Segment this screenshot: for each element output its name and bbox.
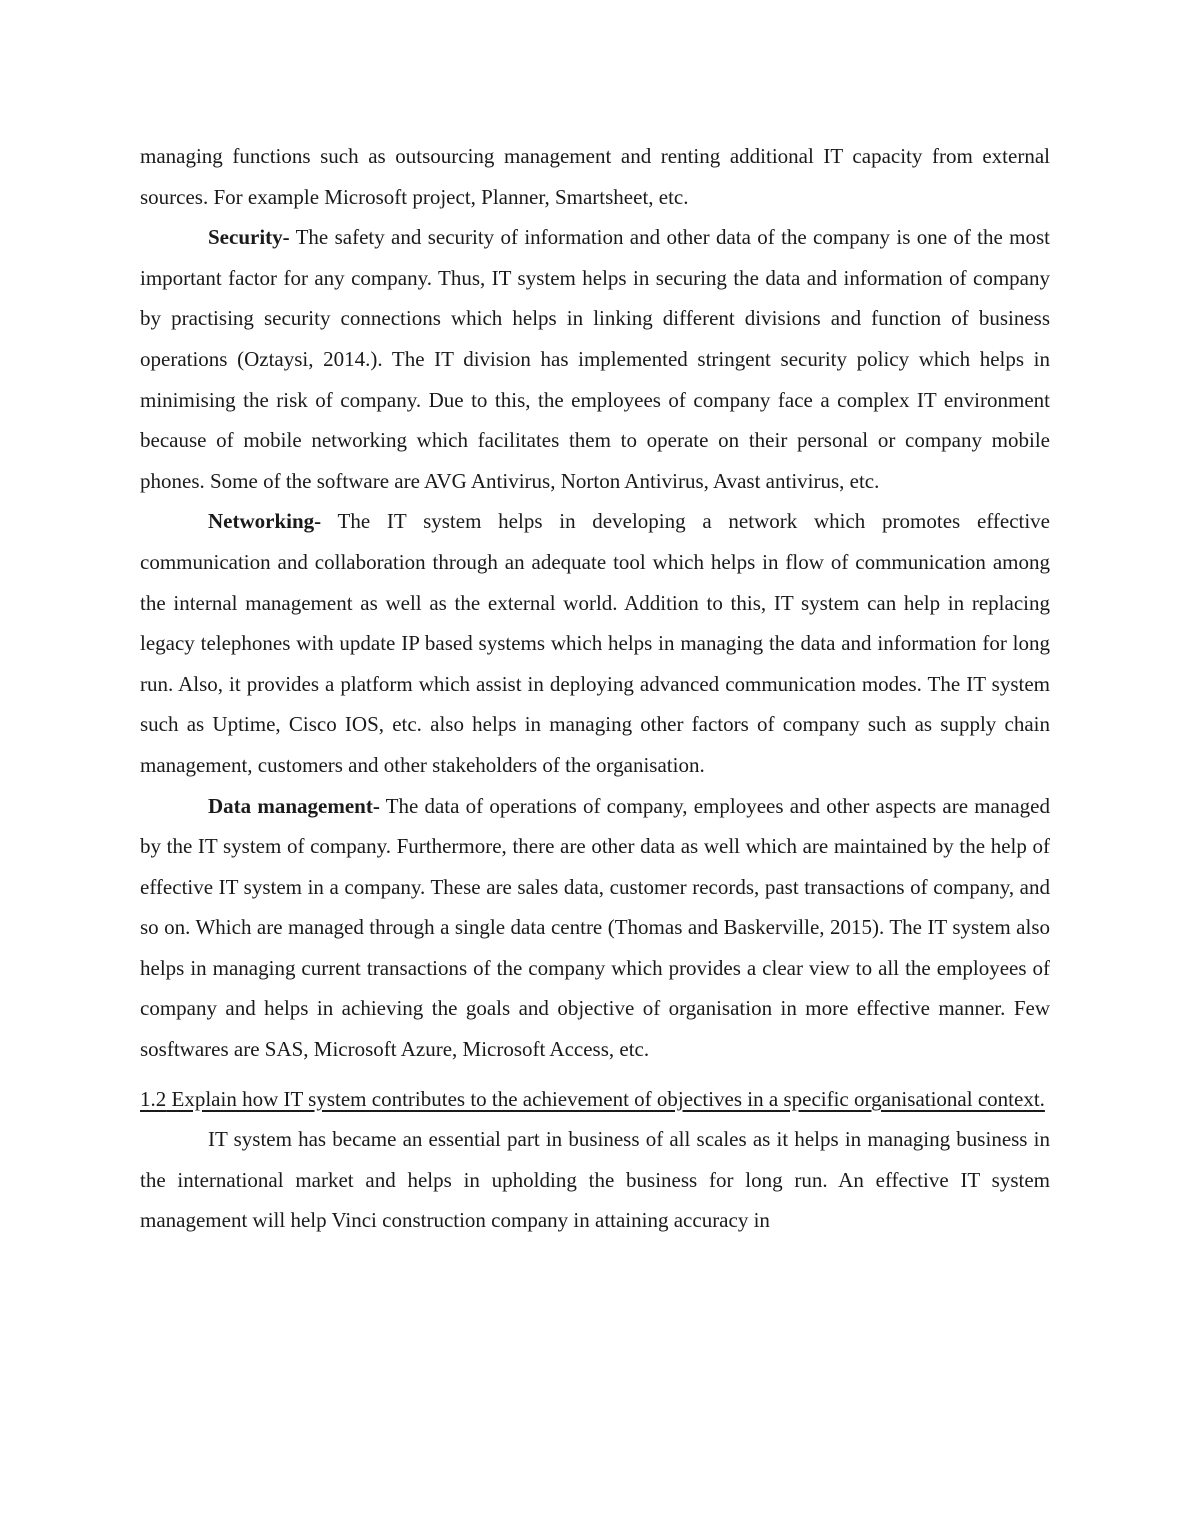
paragraph-lead-security: Security- [208,225,290,250]
paragraph-lead-networking: Networking- [208,509,322,534]
paragraph-text: managing functions such as outsourcing management and renting additional IT capacity from external sources. For example Microsoft project, Planner, Smartsheet, etc. [140,144,1050,209]
paragraph-text: The IT system helps in developing a network which promotes effective communication and collaboration through an adequate tool which helps in flow of communication among the internal management as well as the external world. Addition to this, IT system can help in replacing legacy telephones with update IP based systems which helps in managing the data and information for long run. Also, it provides a platform which assist in deploying advanced communication modes. The IT system such as Uptime, Cisco IOS, etc. also helps in managing other factors of company such as supply chain management, customers and other stakeholders of the organisation. [140,509,1050,777]
paragraph-data-management [140,786,1050,1070]
section-heading-text: Explain how IT system contributes to the achievement of objectives in a specific organisational context. [171,1086,1045,1111]
paragraph-security [140,217,1050,501]
paragraph-text: IT system has became an essential part in business of all scales as it helps in managing business in the international market and helps in upholding the business for long run. An effective IT system management will help Vinci construction company in attaining accuracy in [140,1127,1050,1233]
paragraph-networking [140,501,1050,785]
section-heading-1-2 [140,1079,1050,1120]
paragraph-text: The safety and security of information and other data of the company is one of the most important factor for any company. Thus, IT system helps in securing the data and information of company by practising security connections which helps in linking different divisions and function of business operations (Oztaysi, 2014.). The IT division has implemented stringent security policy which helps in minimising the risk of company. Due to this, the employees of company face a complex IT environment because of mobile networking which facilitates them to operate on their personal or company mobile phones. Some of the software are AVG Antivirus, Norton Antivirus, Avast antivirus, etc. [140,225,1050,493]
section-heading-number: 1.2 [140,1086,167,1111]
paragraph-continuation [140,136,1050,217]
paragraph-text: The data of operations of company, employees and other aspects are managed by the IT system of company. Furthermore, there are other data as well which are maintained by the help of effective IT system in a company. These are sales data, customer records, past transactions of company, and so on. Which are managed through a single data centre (Thomas and Baskerville, 2015). The IT system also helps in managing current transactions of the company which provides a clear view to all the employees of company and helps in achieving the goals and objective of organisation in more effective manner. Few sosftwares are SAS, Microsoft Azure, Microsoft Access, etc. [140,793,1050,1062]
paragraph-lead-data-management: Data management- [208,793,380,818]
paragraph-closing [140,1119,1050,1241]
